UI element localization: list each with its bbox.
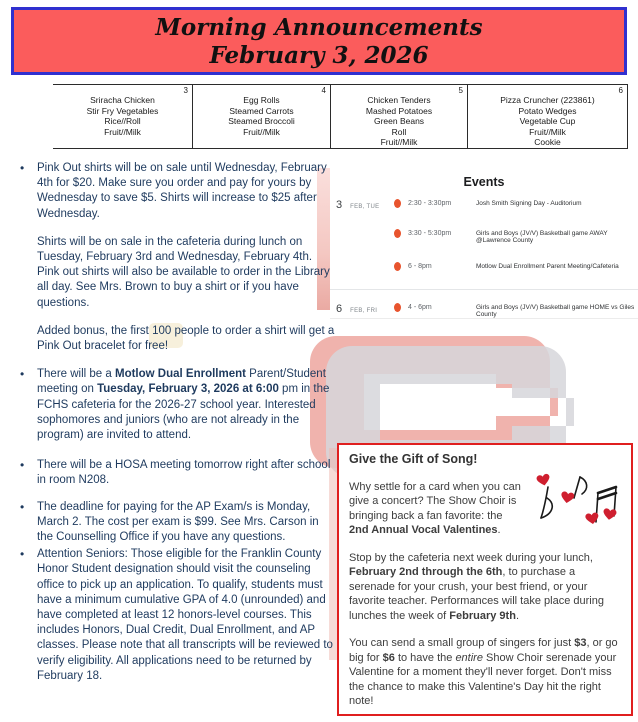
announcements-list [20, 161, 336, 684]
menu-item: Vegetable Cup [519, 116, 576, 126]
announcement-paragraph [37, 235, 336, 311]
event-row [330, 199, 638, 211]
announcement-bullet-1 [20, 161, 336, 354]
lunch-menu-table [53, 84, 628, 149]
event-title: Motlow Dual Enrollment Parent Meeting/Cafeteria [476, 263, 619, 270]
announcement-bullet-4 [20, 500, 336, 546]
gift-paragraph [349, 636, 621, 709]
gift-segment: entire [455, 651, 483, 664]
announcement-segment: Shirts will be on sale in the cafeteria during lunch on Tuesday, February 3rd and Wednesday, February 4th. Pink out shirts will also be available to order in the Library all day. See Mrs. Brown to buy a shirt or if you have questions. [37, 235, 330, 309]
menu-item: Stir Fry Vegetables [86, 105, 159, 116]
announcement-text [37, 547, 336, 684]
events-list [330, 199, 638, 318]
menu-item: Fruit//Milk [104, 126, 141, 137]
menu-item: Chicken Tenders [367, 95, 431, 105]
event-row [330, 229, 638, 244]
event-title: Girls and Boys (JV/V) Basketball game HOME vs Giles County [476, 304, 635, 318]
announcement-segment: Parent/Student meeting on [37, 368, 326, 396]
bullet-marker: • [20, 458, 25, 473]
announcement-segment: pm in the FCHS cafeteria for the 2026-27 school year. Interested sophomores and juniors (who are not already in the program) are invited to attend. [37, 383, 330, 442]
gift-segment: February 2nd through the 6th [349, 566, 503, 578]
bullet-marker: • [20, 367, 25, 382]
announcement-paragraph [37, 324, 336, 354]
menu-item: Rice//Roll [104, 116, 141, 126]
menu-day-number: 3 [183, 86, 188, 95]
gift-segment: February 9th [449, 609, 516, 622]
event-dot-icon [394, 199, 401, 208]
announcement-text [37, 367, 336, 443]
gift-segment: Show Choir serenade your Valentine for a moment they'll never forget. Don't miss the chance to make this Valentine's Day hit the right note! [349, 651, 617, 707]
announcement-segment: Motlow Dual Enrollment [114, 368, 246, 381]
announcement-segment: Pink Out shirts will be on sale until Wednesday, February 4th for $20. Make sure you order and pay for yours by Wednesday to save $5. Shirts will increase to $25 after Wednesday. [37, 162, 327, 220]
announcement-paragraph [37, 367, 336, 443]
menu-item: Sriracha Chicken [90, 95, 155, 105]
event-time: 3:30 - 5:30pm [408, 230, 452, 237]
announcement-text [37, 500, 336, 546]
menu-item: Green Beans [373, 116, 425, 126]
gift-segment: $6 [382, 651, 395, 664]
event-date-cell [336, 303, 394, 315]
announcement-text [37, 161, 336, 354]
menu-day-items [53, 95, 192, 137]
announcement-text [37, 458, 336, 488]
menu-item: Steamed Broccoli [228, 116, 295, 126]
bullet-marker: • [20, 499, 25, 514]
menu-day-items [468, 95, 627, 148]
gift-segment: You can send a small group of singers for just [349, 637, 575, 649]
gift-paragraph [349, 551, 621, 624]
events-panel [330, 169, 638, 319]
gift-segment: , to purchase a serenade for your crush, your best friend, or your favorite teacher. Performances will take place during lunches the week of [349, 566, 604, 622]
bullet-marker: • [20, 547, 25, 562]
menu-item: Steamed Carrots [229, 105, 294, 116]
event-time: 6 - 8pm [408, 263, 432, 270]
announcement-segment: Tuesday, February 3, 2026 at 6:00 [97, 383, 279, 396]
announcement-paragraph [37, 458, 336, 488]
announcement-segment: Added bonus, the first 100 people to order a shirt will get a Pink Out bracelet for free! [37, 324, 335, 353]
gift-segment: , or go big for [349, 637, 618, 664]
announcement-segment: Attention Seniors: Those eligible for the Franklin County Honor Student designation should visit the counseling office to pick up an application. To qualify, students must have a minimum cumulative GPA of 4.0 (unrounded) and have completed at least 12 honors-level courses. This includes Honors, Dual Credit, Dual Enrollment, and AP classes. Please note that all transcripts will be reviewed to verify eligibility. All applications need to be returned by February 18. [37, 548, 333, 682]
announcement-bullet-3 [20, 458, 336, 488]
menu-day-items [331, 95, 467, 148]
menu-day-number: 6 [618, 86, 623, 95]
menu-day-items [193, 95, 330, 137]
event-day-label: FEB, FRI [350, 308, 378, 314]
gift-segment: Stop by the cafeteria next week during your lunch, [349, 551, 593, 564]
event-day-label: FEB, TUE [350, 204, 380, 210]
menu-item: Roll [391, 126, 407, 137]
gift-of-song-box [337, 443, 633, 716]
gift-of-song-title: Give the Gift of Song! [349, 452, 478, 466]
event-row [330, 303, 638, 318]
menu-item: Fruit//Milk [529, 126, 566, 137]
event-dot-icon [394, 303, 401, 312]
menu-item: Pizza Cruncher (223861) [500, 95, 595, 105]
gift-segment: 2nd Annual Vocal Valentines [349, 524, 498, 536]
event-dot-icon [394, 229, 401, 238]
menu-day-cell-3 [53, 85, 193, 148]
header-title: Morning Announcements [155, 14, 483, 41]
menu-day-number: 5 [458, 86, 463, 95]
gift-segment: to have the [394, 651, 456, 664]
event-time: 2:30 - 3:30pm [408, 200, 452, 207]
announcement-paragraph [37, 547, 336, 684]
menu-day-cell-4 [193, 85, 331, 148]
menu-item: Fruit//Milk [243, 126, 280, 137]
gift-segment: $3 [574, 637, 587, 649]
header-date: February 3, 2026 [209, 42, 429, 69]
events-group-divider [330, 289, 638, 290]
announcement-segment: There will be a [37, 368, 115, 381]
event-date-cell [336, 199, 394, 211]
menu-day-cell-6 [468, 85, 628, 148]
menu-item: Cookie [534, 137, 561, 147]
announcement-bullet-2 [20, 367, 336, 443]
menu-day-number: 4 [321, 86, 326, 95]
event-row [330, 262, 638, 271]
announcement-paragraph [37, 500, 336, 546]
events-title: Events [463, 175, 505, 189]
gift-segment: . [515, 609, 519, 622]
gift-segment: Why settle for a card when you can give a concert? The Show Choir is bringing back a fan favorite: the [349, 480, 521, 522]
menu-item: Potato Wedges [518, 105, 577, 116]
event-date-number: 3 [336, 199, 343, 211]
announcement-segment: There will be a HOSA meeting tomorrow right after school in room N208. [37, 459, 331, 487]
menu-day-cell-5 [331, 85, 468, 148]
event-title: Josh Smith Signing Day - Auditorium [476, 200, 582, 207]
event-time: 4 - 6pm [408, 304, 432, 311]
announcement-segment: The deadline for paying for the AP Exam/s is Monday, March 2. The cost per exam is $99. See Mrs. Carson in the Counselling Office if you have any questions. [37, 500, 319, 544]
menu-item: Fruit//Milk [380, 137, 418, 147]
menu-item: Mashed Potatoes [365, 105, 433, 116]
bullet-marker: • [20, 161, 25, 175]
announcement-bullet-5 [20, 547, 336, 684]
music-notes-hearts-illustration [528, 467, 623, 533]
event-dot-icon [394, 262, 401, 271]
menu-item: Egg Rolls [243, 95, 280, 105]
gift-segment: . [497, 524, 501, 536]
header-banner [11, 7, 627, 75]
event-date-number: 6 [336, 303, 343, 315]
announcement-paragraph [37, 161, 336, 222]
event-title: Girls and Boys (JV/V) Basketball game AWAY @Lawrence County [476, 230, 608, 244]
